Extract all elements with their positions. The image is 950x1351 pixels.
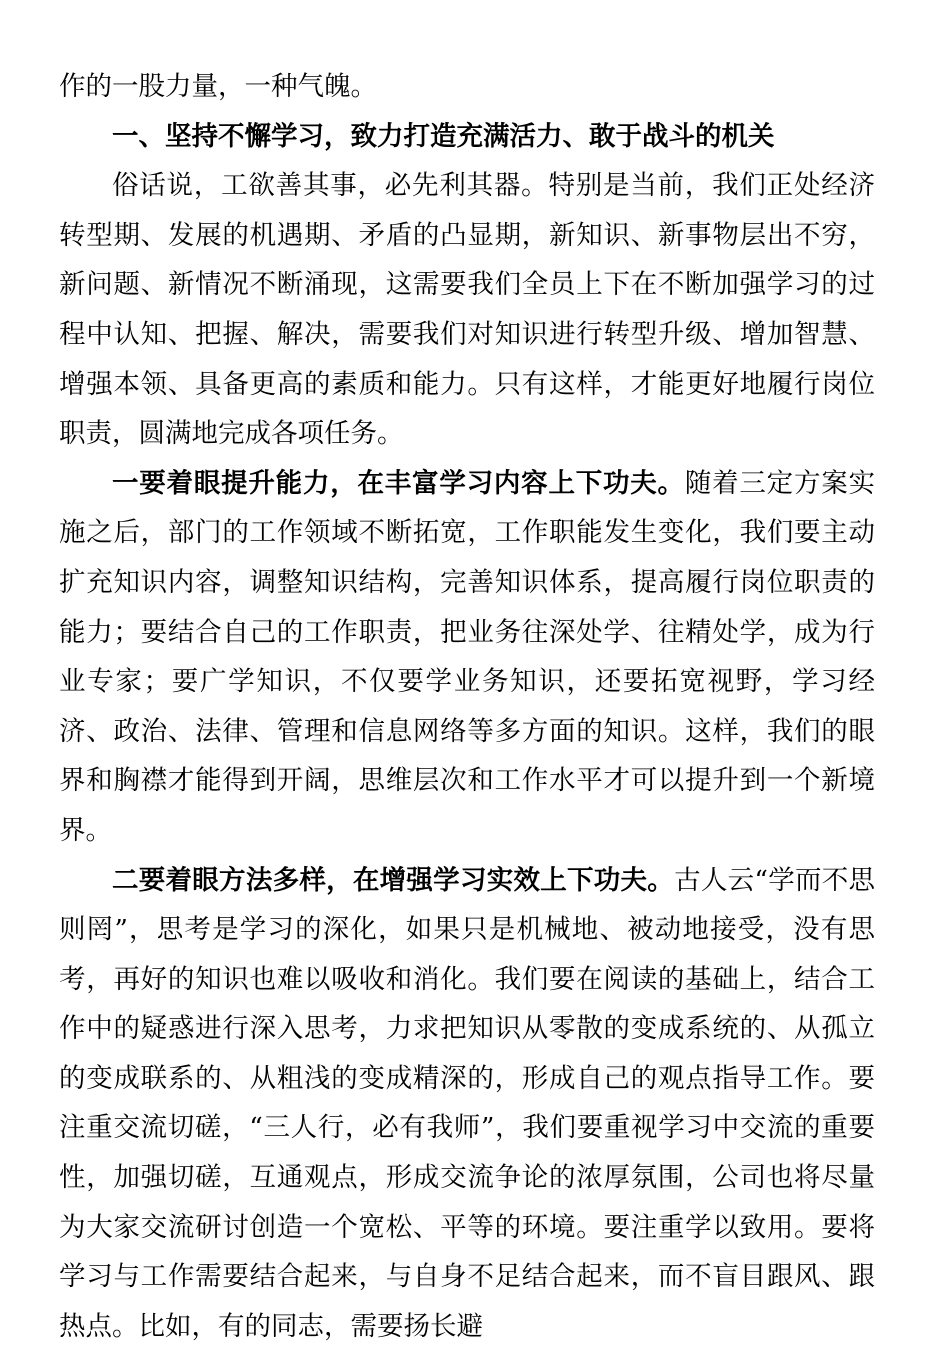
point-two-lead: 二要着眼方法多样，在增强学习实效上下功夫。 xyxy=(112,865,674,896)
point-two-paragraph xyxy=(59,856,875,1351)
point-one-paragraph xyxy=(59,459,875,856)
opening-fragment: 作的一股力量，一种气魄。 xyxy=(59,62,875,112)
point-one-body: 随着三定方案实施之后，部门的工作领域不断拓宽，工作职能发生变化，我们要主动扩充知识内容，调整知识结构，完善知识体系，提高履行岗位职责的能力；要结合自己的工作职责，把业务往深处学、往精处学，成为行业专家；要广学知识，不仅要学业务知识，还要拓宽视野，学习经济、政治、法律、管理和信息网络等多方面的知识。这样，我们的眼界和胸襟才能得到开阔，思维层次和工作水平才可以提升到一个新境界。 xyxy=(59,468,875,846)
point-two-body: 古人云“学而不思则罔”，思考是学习的深化，如果只是机械地、被动地接受，没有思考，再好的知识也难以吸收和消化。我们要在阅读的基础上，结合工作中的疑惑进行深入思考，力求把知识从零散的变成系统的、从孤立的变成联系的、从粗浅的变成精深的，形成自己的观点指导工作。要注重交流切磋，“三人行，必有我师”，我们要重视学习中交流的重要性，加强切磋，互通观点，形成交流争论的浓厚氛围，公司也将尽量为大家交流研讨创造一个宽松、平等的环境。要注重学以致用。要将学习与工作需要结合起来，与自身不足结合起来，而不盲目跟风、跟热点。比如，有的同志，需要扬长避 xyxy=(59,865,875,1342)
document-body xyxy=(59,62,875,1351)
section-heading: 一、坚持不懈学习，致力打造充满活力、敢于战斗的机关 xyxy=(59,112,875,162)
point-one-lead: 一要着眼提升能力，在丰富学习内容上下功夫。 xyxy=(112,468,685,499)
intro-paragraph: 俗话说，工欲善其事，必先利其器。特别是当前，我们正处经济转型期、发展的机遇期、矛盾的凸显期，新知识、新事物层出不穷，新问题、新情况不断涌现，这需要我们全员上下在不断加强学习的过程中认知、把握、解决，需要我们对知识进行转型升级、增加智慧、增强本领、具备更高的素质和能力。只有这样，才能更好地履行岗位职责，圆满地完成各项任务。 xyxy=(59,161,875,459)
